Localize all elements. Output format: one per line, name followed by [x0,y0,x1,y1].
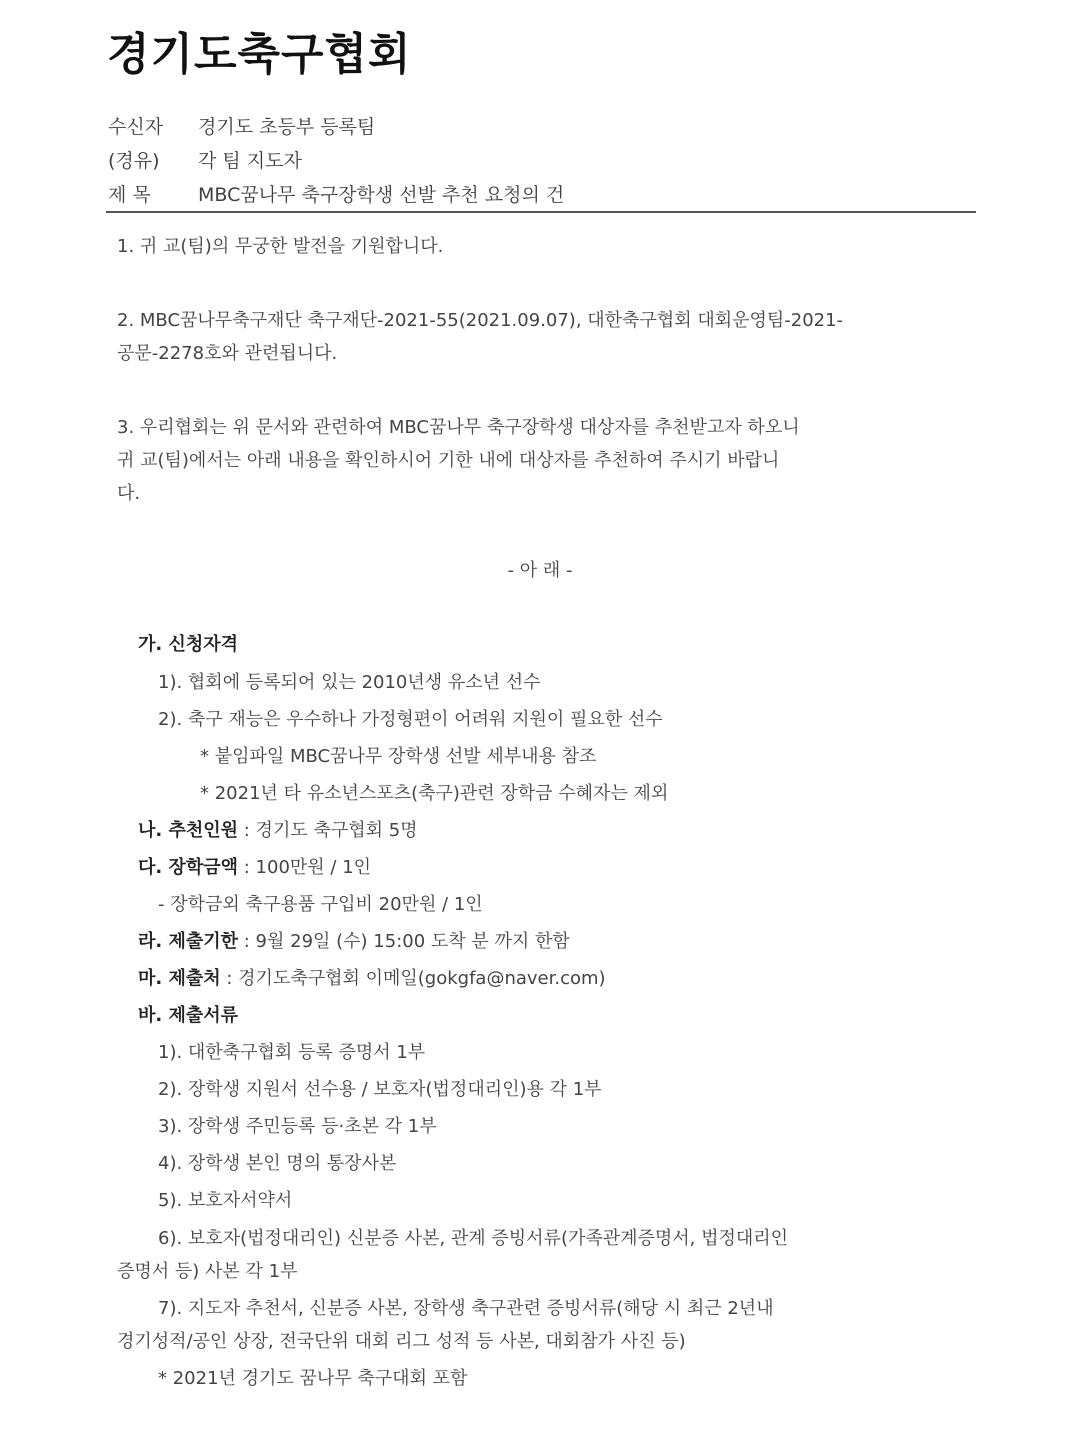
section-da-title: 다. 장학금액 [138,857,239,878]
section-na-title: 나. 추천인원 [138,820,239,841]
section-ba-item-6-line-1: 6). 보호자(법정대리인) 신분증 사본, 관계 증빙서류(가족관계증명서, 법정대리인 [158,1228,789,1249]
via-row [108,146,302,173]
recipient-label: 수신자 [108,116,164,138]
paragraph-3-line-1: 3. 우리협회는 위 문서와 관련하여 MBC꿈나무 축구장학생 대상자를 추천받고자 하오니 [117,417,800,438]
paragraph-3-line-3: 다. [117,483,141,504]
via-label: (경유) [108,150,160,172]
section-ra-row [138,927,570,953]
section-da-row [138,853,371,879]
section-ra-title: 라. 제출기한 [138,931,239,952]
section-ma-title: 마. 제출처 [138,968,221,989]
section-ba-note: * 2021년 경기도 꿈나무 축구대회 포함 [158,1368,468,1389]
header-divider [106,211,976,213]
section-ba-item-5: 5). 보호자서약서 [158,1190,293,1211]
section-ba-item-4: 4). 장학생 본인 명의 통장사본 [158,1153,397,1174]
section-ga-note-1: * 붙임파일 MBC꿈나무 장학생 선발 세부내용 참조 [200,746,597,767]
via-value: 각 팀 지도자 [198,150,302,172]
section-ba-item-2: 2). 장학생 지원서 선수용 / 보호자(법정대리인)용 각 1부 [158,1079,602,1100]
paragraph-2-line-1: 2. MBC꿈나무축구재단 축구재단-2021-55(2021.09.07), 대한축구협회 대회운영팀-2021- [117,310,844,331]
section-ba-item-7-line-1: 7). 지도자 추천서, 신분증 사본, 장학생 축구관련 증빙서류(해당 시 최근 2년내 [158,1298,774,1319]
subject-value: MBC꿈나무 축구장학생 선발 추천 요청의 건 [198,184,565,206]
subject-row [108,180,564,207]
paragraph-3-line-2: 귀 교(팀)에서는 아래 내용을 확인하시어 기한 내에 대상자를 추천하여 주시기 바랍니 [117,450,780,471]
below-heading: - 아 래 - [507,560,573,581]
section-ba-item-6-line-2: 증명서 등) 사본 각 1부 [117,1261,298,1282]
section-ba-item-1: 1). 대한축구협회 등록 증명서 1부 [158,1042,426,1063]
section-ra-value: : 9월 29일 (수) 15:00 도착 분 까지 한함 [238,931,570,952]
section-ma-row [138,964,606,990]
section-ba-item-7-line-2: 경기성적/공인 상장, 전국단위 대회 리그 성적 등 사본, 대회참가 사진 등) [117,1331,686,1352]
section-na-value: : 경기도 축구협회 5명 [238,820,418,841]
paragraph-2-line-2: 공문-2278호와 관련됩니다. [117,343,338,364]
section-ba-title: 바. 제출서류 [138,1005,239,1026]
section-da-sub: - 장학금외 축구용품 구입비 20만원 / 1인 [158,894,483,915]
paragraph-1: 1. 귀 교(팀)의 무궁한 발전을 기원합니다. [117,236,444,257]
section-da-value: : 100만원 / 1인 [238,857,372,878]
recipient-row [108,112,375,139]
section-ba-item-3: 3). 장학생 주민등록 등·초본 각 1부 [158,1116,437,1137]
section-ga-note-2: * 2021년 타 유소년스포츠(축구)관련 장학금 수혜자는 제외 [200,783,669,804]
organization-title: 경기도축구협회 [107,29,412,80]
section-ga-title: 가. 신청자격 [138,634,239,655]
section-ga-item-1: 1). 협회에 등록되어 있는 2010년생 유소년 선수 [158,672,541,693]
section-ma-value: : 경기도축구협회 이메일(gokgfa@naver.com) [220,968,606,989]
recipient-value: 경기도 초등부 등록팀 [198,116,376,138]
section-na-row [138,816,418,842]
section-ga-item-2: 2). 축구 재능은 우수하나 가정형편이 어려워 지원이 필요한 선수 [158,709,663,730]
subject-label: 제 목 [108,184,151,206]
